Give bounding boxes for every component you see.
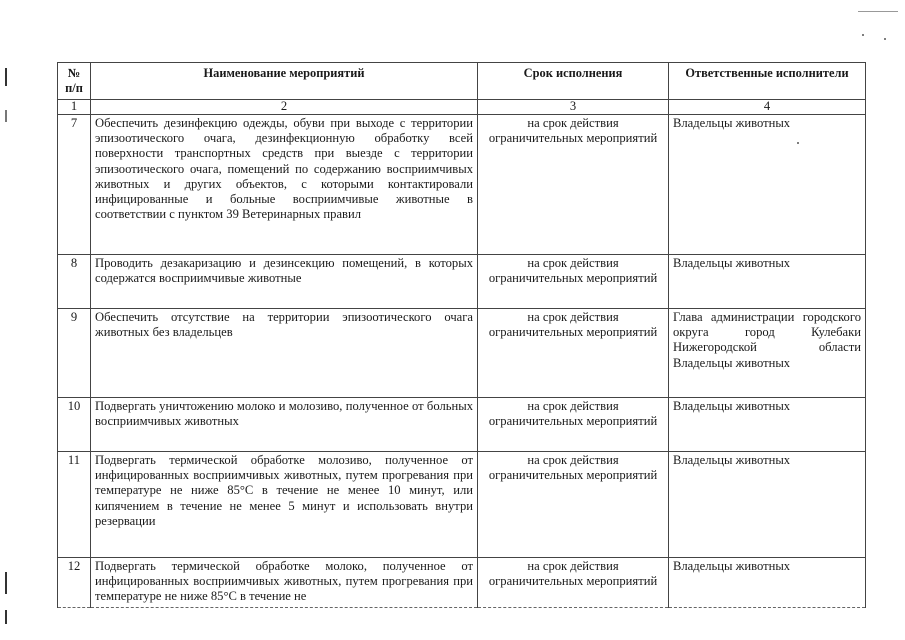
measure-name: Подвергать уничтожению молоко и молозиво, полученное от больных восприимчивых животных (91, 398, 478, 452)
row-number: 12 (58, 558, 91, 608)
scan-artifact-mark (5, 68, 7, 86)
scan-artifact-mark (5, 572, 7, 594)
scan-artifact-mark (5, 110, 7, 122)
measure-term: на срок действия ограничительных мероприятий (478, 558, 669, 608)
scan-artifact-dot (862, 34, 864, 36)
scan-artifact-dot (884, 38, 886, 40)
row-number: 8 (58, 255, 91, 309)
column-number: 3 (478, 100, 669, 115)
table-row (58, 558, 866, 608)
table-row (58, 115, 866, 255)
header-term: Срок исполнения (478, 63, 669, 100)
column-number: 2 (91, 100, 478, 115)
measure-name: Проводить дезакаризацию и дезинсекцию помещений, в которых содержатся восприимчивые животные (91, 255, 478, 309)
header-number: № п/п (58, 63, 91, 100)
measure-responsible: Владельцы животных (669, 115, 866, 255)
header-name: Наименование мероприятий (91, 63, 478, 100)
header-row (58, 63, 866, 100)
table-row (58, 452, 866, 558)
scan-artifact-mark (5, 610, 7, 624)
measure-responsible: Владельцы животных (669, 398, 866, 452)
measure-responsible-extra: Владельцы животных (673, 355, 791, 370)
measure-responsible: Владельцы животных (669, 558, 866, 608)
measure-name: Подвергать термической обработке молозиво, полученное от инфицированных восприимчивых животных, путем прогревания при температуре не ниже 85°С в течение не менее 10 минут, или кипячением в течение не менее 5 минут и использовать внутри резервации (91, 452, 478, 558)
measure-responsible: Владельцы животных (669, 255, 866, 309)
column-number: 1 (58, 100, 91, 115)
measure-term: на срок действия ограничительных мероприятий (478, 255, 669, 309)
row-number: 11 (58, 452, 91, 558)
row-number: 7 (58, 115, 91, 255)
measure-responsible: Глава администрации городского округа город Кулебаки Нижегородской области (673, 310, 861, 355)
scan-artifact-line (858, 11, 898, 12)
measure-name: Обеспечить отсутствие на территории эпизоотического очага животных без владельцев (91, 309, 478, 398)
row-number: 9 (58, 309, 91, 398)
measure-term: на срок действия ограничительных мероприятий (478, 398, 669, 452)
measure-name: Подвергать термической обработке молоко, полученное от инфицированных восприимчивых животных, путем прогревания при температуре не ниже 85°С в течение не (91, 558, 478, 608)
measure-term: на срок действия ограничительных мероприятий (478, 115, 669, 255)
row-number: 10 (58, 398, 91, 452)
measure-term: на срок действия ограничительных мероприятий (478, 309, 669, 398)
table-row (58, 309, 866, 398)
measure-responsible-cell (669, 309, 866, 398)
header-responsible: Ответственные исполнители (669, 63, 866, 100)
measures-table (57, 62, 866, 608)
column-number-row (58, 100, 866, 115)
column-number: 4 (669, 100, 866, 115)
table-row (58, 398, 866, 452)
measure-term: на срок действия ограничительных мероприятий (478, 452, 669, 558)
measure-name: Обеспечить дезинфекцию одежды, обуви при выходе с территории эпизоотического очага, дезинфекционную обработку всей поверхности транспортных средств при выезде с территории эпизоотического очага, помещений по содержанию восприимчивых животных и других объектов, с которыми контактировали инфицированные и больные восприимчивые животные в соответствии с пунктом 39 Ветеринарных правил (91, 115, 478, 255)
measure-responsible: Владельцы животных (669, 452, 866, 558)
table-row (58, 255, 866, 309)
